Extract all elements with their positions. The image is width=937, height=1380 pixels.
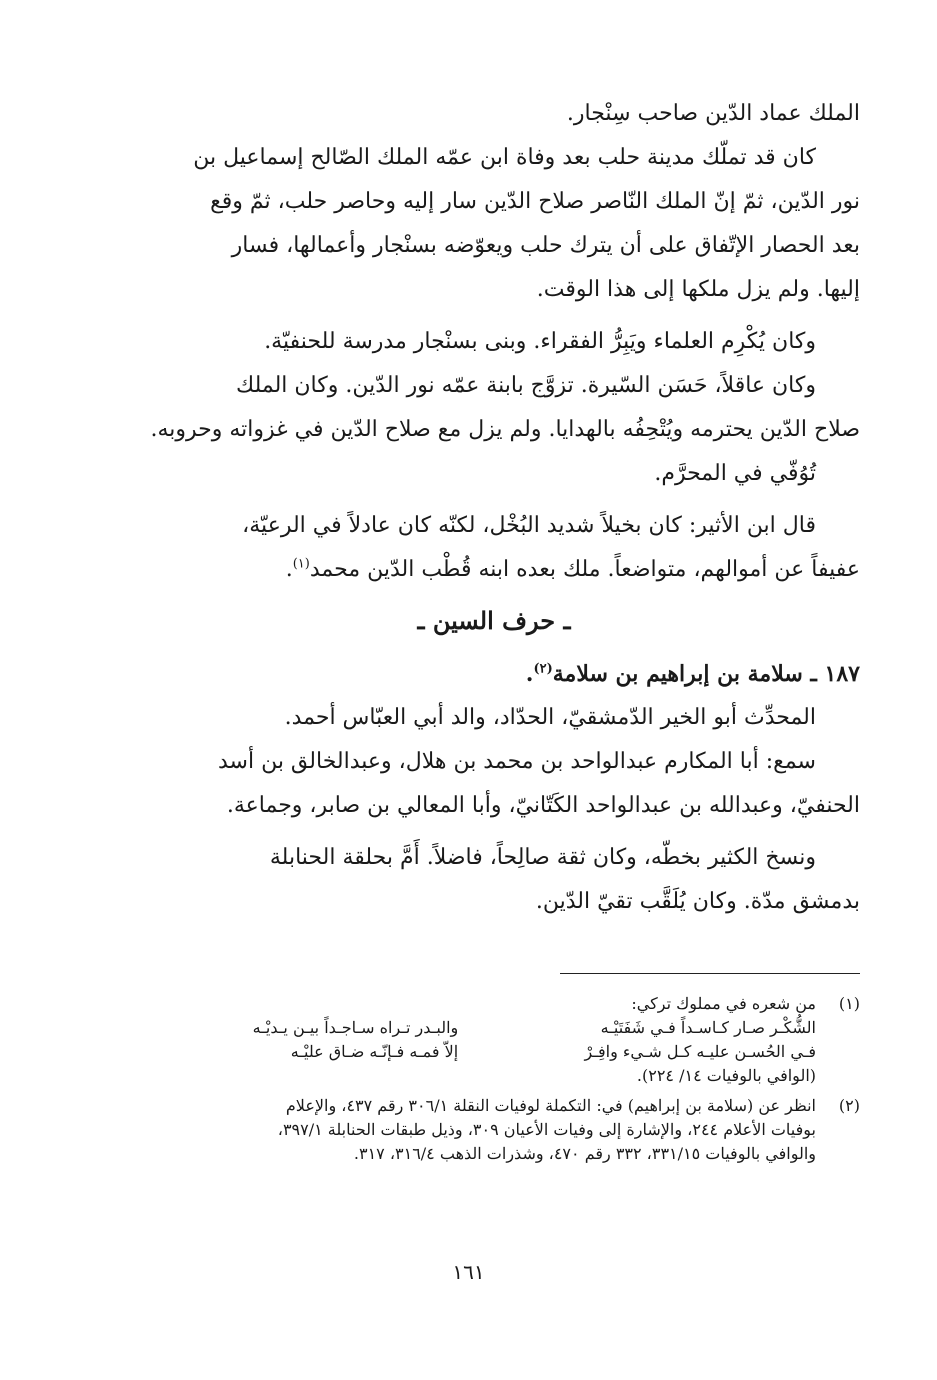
verse-hemistich: إلاّ فمـه فـإنّـه ضـاق عليْـه bbox=[290, 1042, 459, 1061]
footnote-line: (الوافي بالوفيات ١٤/ ٢٢٤). bbox=[636, 1066, 816, 1085]
verse-hemistich: فـي الحُسـن عليـه كـل شـيء وافِـرْ bbox=[584, 1042, 816, 1061]
text-line: إليها. ولم يزل ملكها إلى هذا الوقت. bbox=[536, 277, 860, 302]
footnote-number: (٢) bbox=[838, 1096, 860, 1115]
text-line: سمع: أبا المكارم عبدالواحد بن محمد بن هلال، وعبدالخالق بن أسد bbox=[217, 749, 816, 774]
footnote bbox=[128, 992, 860, 1088]
verse-line bbox=[128, 1040, 816, 1064]
text-line: ونسخ الكثير بخطّه، وكان ثقة صالِحاً، فاضلاً. أَمَّ بحلقة الحنابلة bbox=[269, 845, 816, 870]
text-line: بدمشق مدّة. وكان يُلَقَّب تقيّ الدّين. bbox=[535, 889, 860, 914]
footnote-body bbox=[128, 1094, 816, 1166]
main-text bbox=[128, 92, 860, 924]
text-line: كان قد تملّك مدينة حلب بعد وفاة ابن عمّه الملك الصّالح إسماعيل بن bbox=[193, 145, 816, 170]
text-line: الملك عماد الدّين صاحب سِنْجار. bbox=[566, 101, 860, 126]
section-heading: ـ حرف السين ـ bbox=[417, 606, 571, 635]
text-line: صلاح الدّين يحترمه ويُتْحِفُه بالهدايا. ولم يزل مع صلاح الدّين في غزواته وحروبه. bbox=[150, 417, 860, 442]
verse-hemistich: الشُّكْـر صـار كـاسـداً فـي شَفَتَيْـه bbox=[600, 1018, 816, 1037]
footnote-marker: (١) bbox=[292, 556, 310, 572]
text-line: المحدِّث أبو الخير الدّمشقيّ، الحدّاد، والد أبي العبّاس أحمد. bbox=[284, 705, 816, 730]
text-line: تُوُفّي في المحرَّم. bbox=[654, 461, 816, 486]
text-line: وكان يُكْرِم العلماء ويَبِرُّ الفقراء. وبنى بسنْجار مدرسة للحنفيّة. bbox=[264, 329, 816, 354]
text-line: الحنفيّ، وعبدالله بن عبدالواحد الكَتّانيّ، وأبا المعالي بن صابر، وجماعة. bbox=[226, 793, 860, 818]
footnote-line: والوافي بالوفيات ٣٣١/١٥، ٣٣٢ رقم ٤٧٠، وشذرات الذهب ٣١٦/٤، ٣١٧. bbox=[353, 1144, 816, 1163]
footnote-line: من شعره في مملوك تركي: bbox=[631, 994, 816, 1013]
text-segment: . bbox=[285, 557, 293, 582]
entry-title bbox=[128, 652, 860, 696]
entry-title-text: ١٨٧ ـ سلامة بن إبراهيم بن سلامة bbox=[552, 661, 860, 687]
footnote-line: انظر عن (سلامة بن إبراهيم) في: التكملة لوفيات النقلة ٣٠٦/١ رقم ٤٣٧، والإعلام bbox=[285, 1096, 816, 1115]
footnote-separator bbox=[560, 973, 860, 974]
text-segment: عفيفاً عن أموالهم، متواضعاً. ملك بعده ابنه قُطْب الدّين محمد bbox=[309, 557, 860, 582]
text-line bbox=[128, 548, 860, 592]
text-line: قال ابن الأثير: كان بخيلاً شديد البُخْل، لكنّه كان عادلاً في الرعيّة، bbox=[242, 513, 816, 538]
text-line: وكان عاقلاً، حَسَن السّيرة. تزوَّج بابنة عمّه نور الدّين. وكان الملك bbox=[236, 373, 816, 398]
footnote-body bbox=[128, 992, 816, 1088]
footnotes bbox=[128, 992, 860, 1166]
footnote bbox=[128, 1094, 860, 1166]
footnote-marker: (٢) bbox=[533, 661, 553, 677]
verse-hemistich: والبـدر تـراه سـاجـداً بيـن يـديْـه bbox=[252, 1018, 459, 1037]
text-line: نور الدّين، ثمّ إنّ الملك النّاصر صلاح الدّين سار إليه وحاصر حلب، ثمّ وقع bbox=[210, 189, 860, 214]
page-number: ١٦١ bbox=[452, 1260, 485, 1284]
entry-title-end: . bbox=[525, 661, 534, 687]
verse-line bbox=[128, 1016, 816, 1040]
text-line: بعد الحصار الإتّفاق على أن يترك حلب ويعوّضه بسنْجار وأعمالها، فسار bbox=[231, 233, 860, 258]
footnote-line: بوفيات الأعلام ٢٤٤، والإشارة إلى وفيات الأعيان ٣٠٩، وذيل طبقات الحنابلة ٣٩٧/١، bbox=[277, 1120, 816, 1139]
footnote-number: (١) bbox=[838, 994, 860, 1013]
